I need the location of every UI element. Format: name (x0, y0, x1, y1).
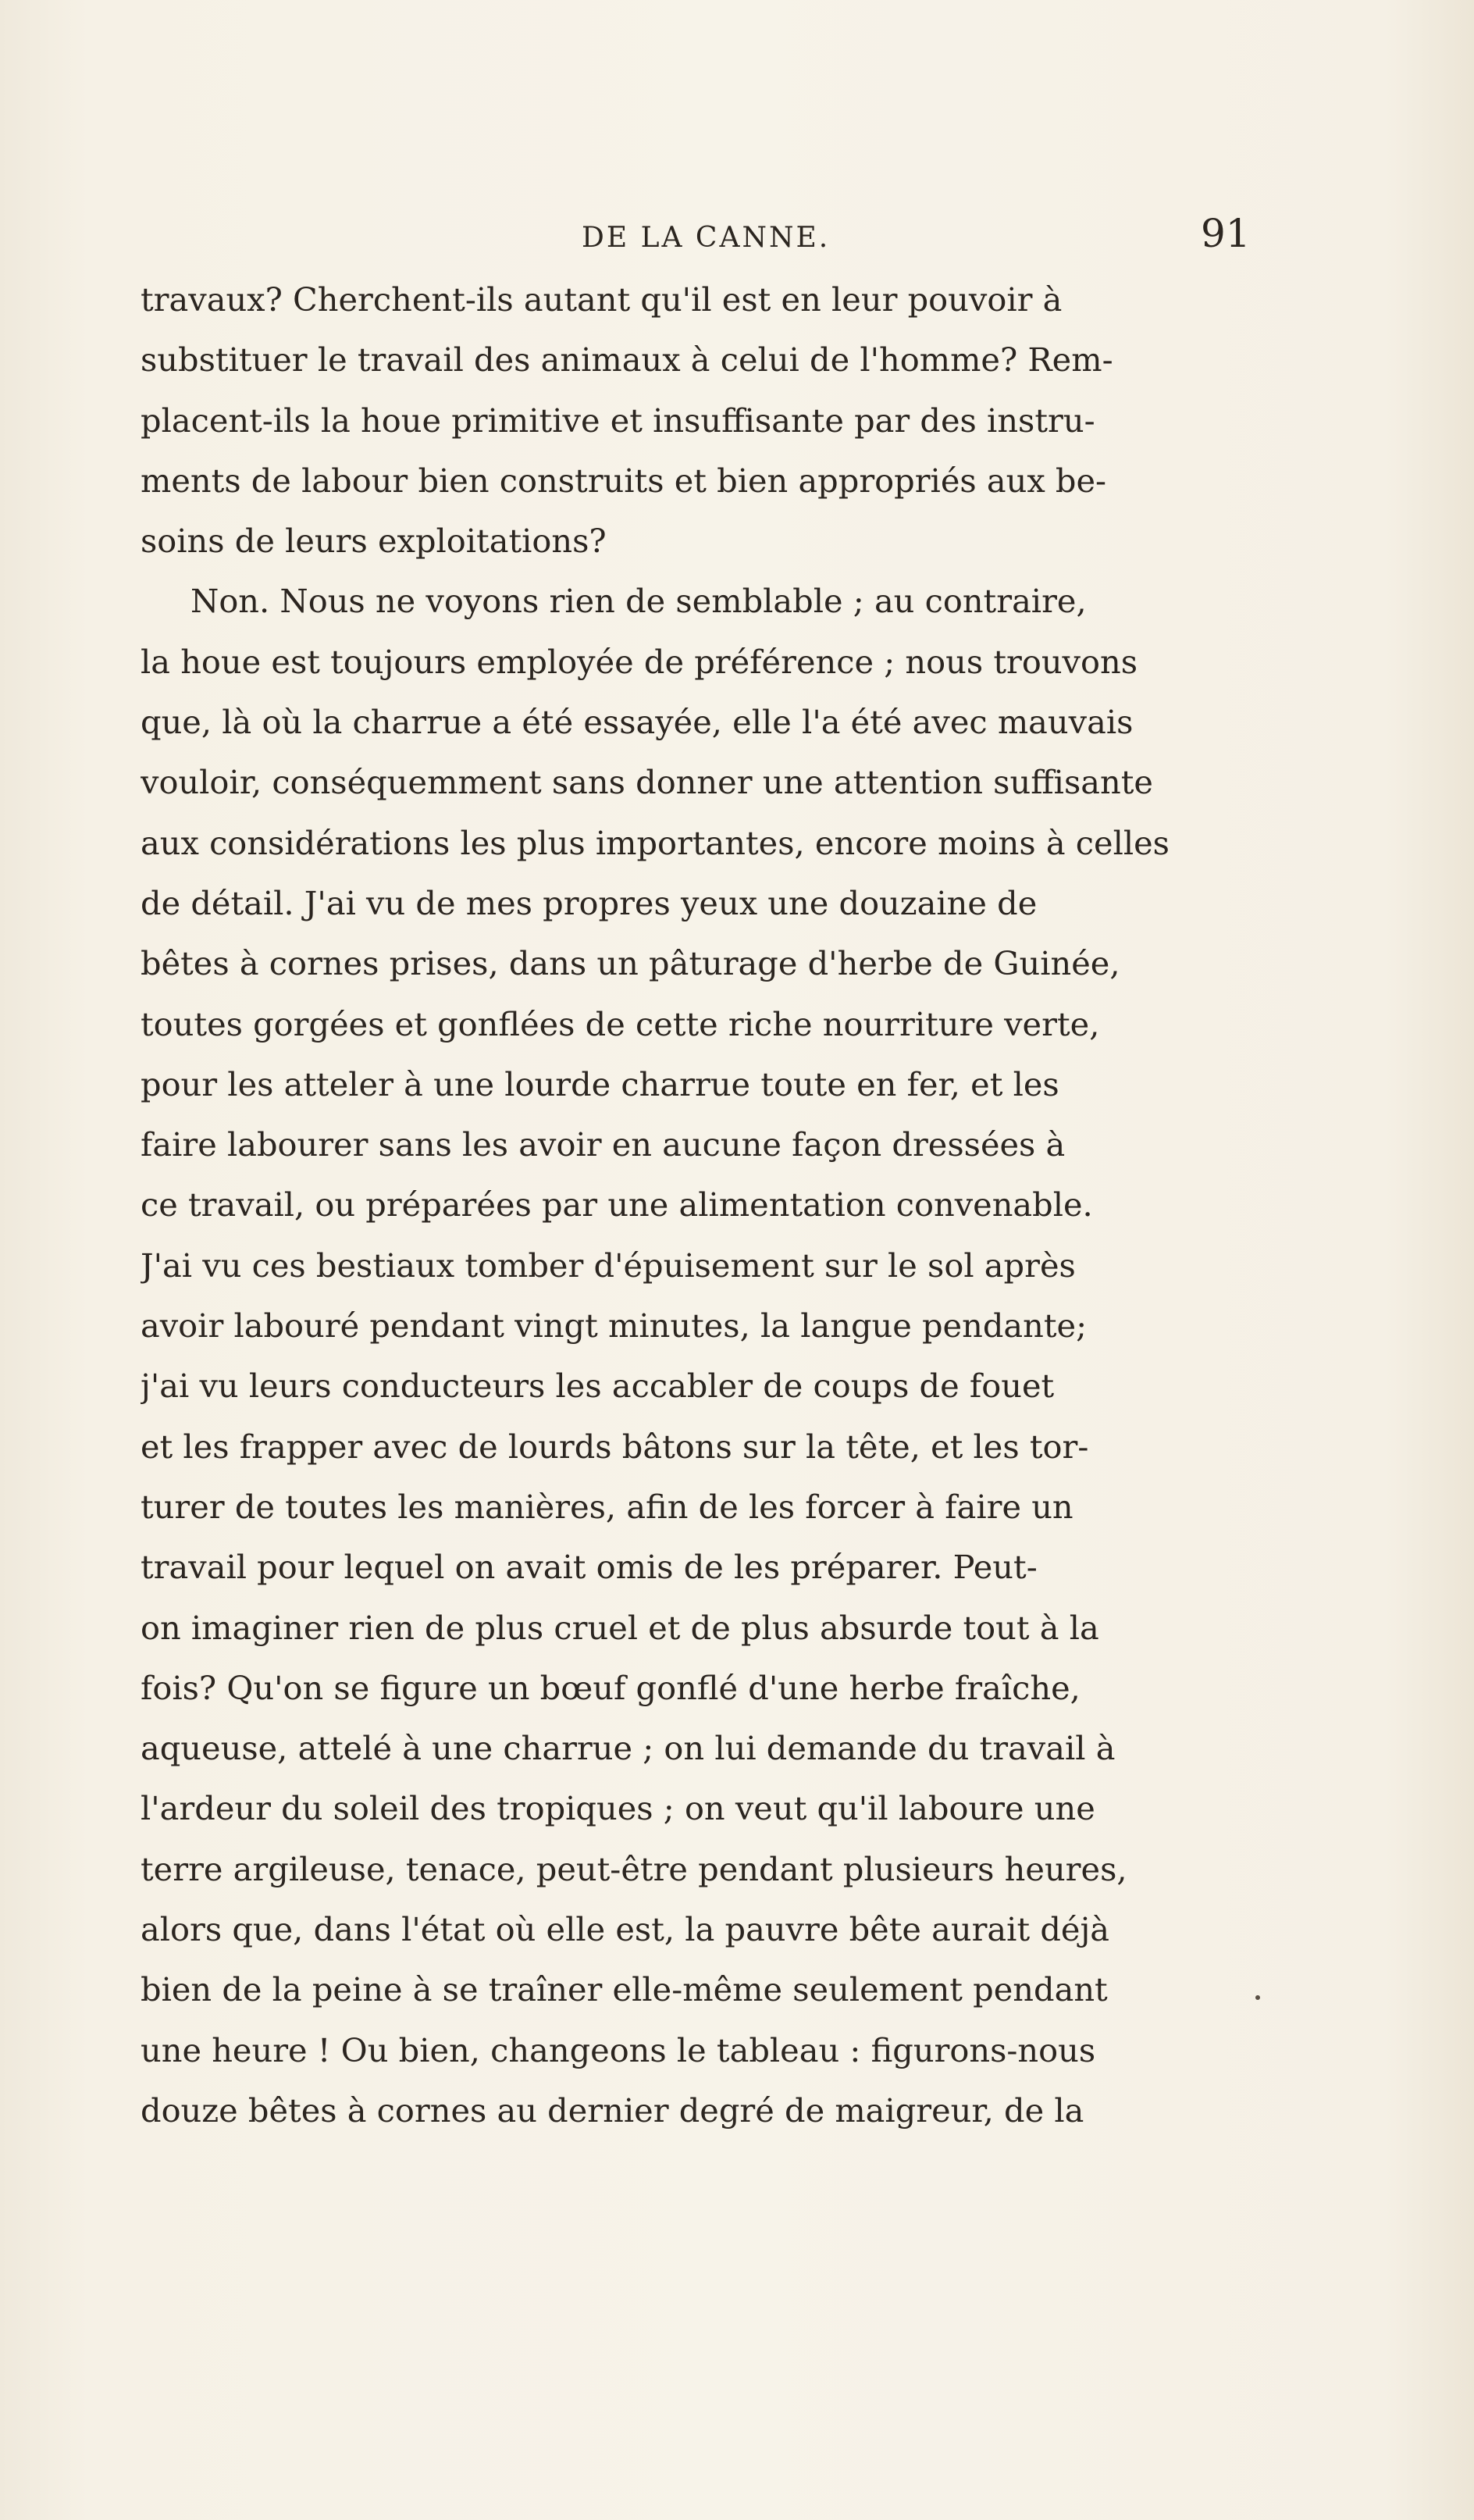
text-line: avoir labouré pendant vingt minutes, la langue pendante; (141, 1306, 1088, 1346)
text-line: alors que, dans l'état où elle est, la pauvre bête aurait déjà (141, 1910, 1110, 1949)
text-line: ce travail, ou préparées par une alimentation convenable. (141, 1185, 1093, 1224)
text-line: placent-ils la houe primitive et insuffisante par des instru- (141, 401, 1095, 440)
page-number: 91 (1201, 211, 1251, 256)
body-text (141, 269, 1234, 2140)
ink-speck (1255, 1995, 1260, 2000)
text-line: ments de labour bien construits et bien appropriés aux be- (141, 461, 1107, 500)
text-line: douze bêtes à cornes au dernier degré de maigreur, de la (141, 2090, 1084, 2130)
text-line: travaux? Cherchent-ils autant qu'il est en leur pouvoir à (141, 280, 1063, 319)
text-line: faire labourer sans les avoir en aucune façon dressées à (141, 1125, 1066, 1164)
text-line: fois? Qu'on se figure un bœuf gonflé d'une herbe fraîche, (141, 1668, 1081, 1707)
text-line: toutes gorgées et gonflées de cette riche nourriture verte, (141, 1004, 1100, 1043)
text-line: bêtes à cornes prises, dans un pâturage d'herbe de Guinée, (141, 944, 1120, 983)
text-line: j'ai vu leurs conducteurs les accabler de coups de fouet (141, 1367, 1055, 1406)
text-line: bien de la peine à se traîner elle-même seulement pendant (141, 1970, 1108, 2009)
text-line: la houe est toujours employée de préférence ; nous trouvons (141, 642, 1138, 681)
text-line: on imaginer rien de plus cruel et de plus absurde tout à la (141, 1608, 1099, 1647)
text-line: substituer le travail des animaux à celui de l'homme? Rem- (141, 340, 1113, 380)
text-line: l'ardeur du soleil des tropiques ; on veut qu'il laboure une (141, 1789, 1095, 1828)
text-line: turer de toutes les manières, afin de les forcer à faire un (141, 1487, 1073, 1526)
text-line: Non. Nous ne voyons rien de semblable ; au contraire, (190, 582, 1087, 621)
running-head (0, 211, 1474, 266)
text-line: aux considérations les plus importantes, encore moins à celles (141, 823, 1170, 862)
text-line: J'ai vu ces bestiaux tomber d'épuisement sur le sol après (141, 1246, 1076, 1285)
text-line: soins de leurs exploitations? (141, 522, 607, 561)
text-line: que, là où la charrue a été essayée, elle l'a été avec mauvais (141, 703, 1134, 742)
text-line: terre argileuse, tenace, peut-être pendant plusieurs heures, (141, 1849, 1127, 1888)
text-line: et les frapper avec de lourds bâtons sur la tête, et les tor- (141, 1427, 1089, 1466)
text-line: travail pour lequel on avait omis de les préparer. Peut- (141, 1548, 1038, 1587)
text-line: aqueuse, attelé à une charrue ; on lui demande du travail à (141, 1729, 1116, 1768)
running-title: DE LA CANNE. (582, 222, 831, 254)
text-line: pour les atteler à une lourde charrue toute en fer, et les (141, 1064, 1059, 1103)
text-line: une heure ! Ou bien, changeons le tableau : figurons-nous (141, 2030, 1096, 2069)
text-line: vouloir, conséquemment sans donner une attention suffisante (141, 763, 1153, 802)
text-line: de détail. J'ai vu de mes propres yeux une douzaine de (141, 883, 1038, 922)
